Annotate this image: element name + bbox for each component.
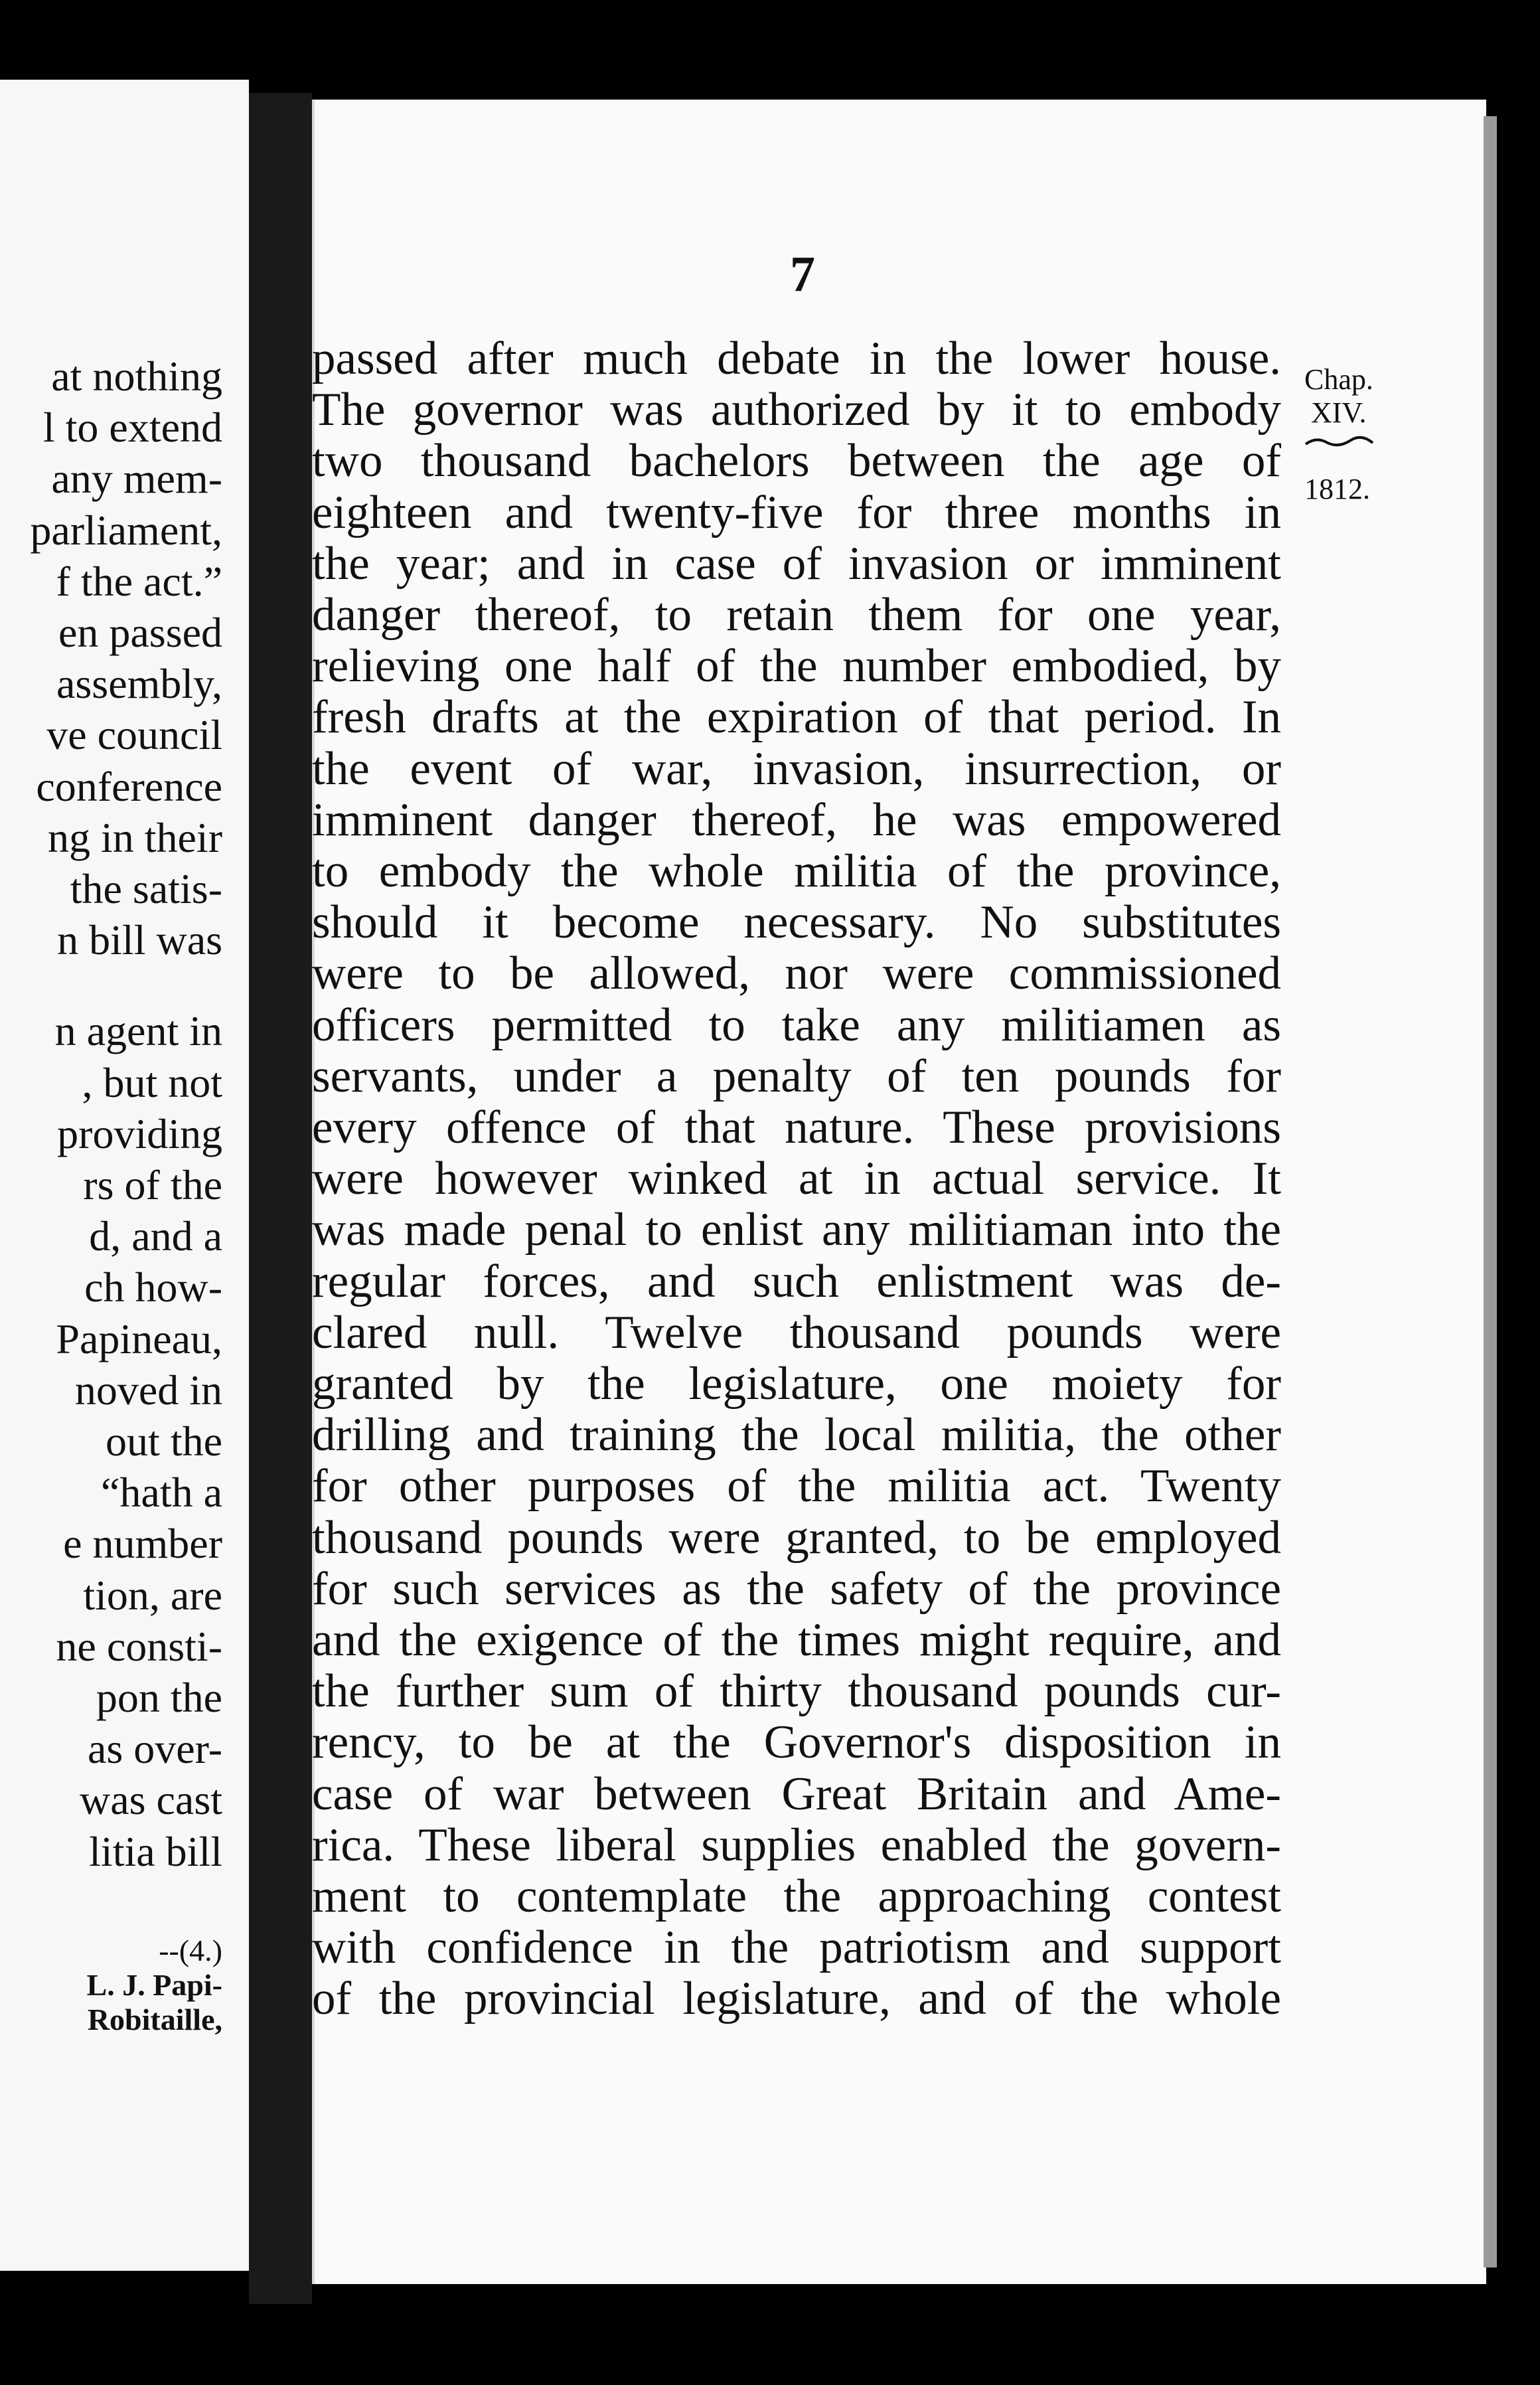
left-line: rs of the (83, 1161, 222, 1208)
left-line: any mem- (51, 455, 222, 503)
left-line: was cast (79, 1776, 222, 1824)
body-line: passed after much debate in the lower house. (312, 333, 1281, 384)
body-line: The governor was authorized by it to embody (312, 384, 1281, 436)
left-line: out the (106, 1418, 222, 1465)
left-line: “hath a (101, 1469, 222, 1517)
body-line: were however winked at in actual service. It (312, 1153, 1281, 1205)
body-line: drilling and training the local militia, the other (312, 1409, 1281, 1461)
left-line: at nothing (51, 353, 222, 400)
body-line: were to be allowed, nor were commissioned (312, 947, 1281, 1000)
left-line: ve council (46, 711, 222, 759)
body-line: danger thereof, to retain them for one year, (312, 589, 1281, 641)
book-gutter (249, 93, 312, 2304)
left-line: parliament, (30, 506, 222, 554)
page-number: 7 (790, 246, 815, 302)
left-line: e number (63, 1520, 222, 1568)
body-line: the event of war, invasion, insurrection, or (312, 742, 1281, 795)
margin-note-numeral: XIV. (1311, 396, 1367, 429)
left-line: ch how- (84, 1264, 222, 1311)
body-line: ment to contemplate the approaching contest (312, 1870, 1281, 1922)
left-line: litia bill (89, 1827, 222, 1875)
body-line: clared null. Twelve thousand pounds were (312, 1306, 1281, 1358)
margin-note-year: 1812. (1304, 473, 1370, 505)
body-line: the year; and in case of invasion or imminent (312, 537, 1281, 590)
body-line: to embody the whole militia of the province, (312, 845, 1281, 897)
left-line: n bill was (57, 916, 222, 964)
body-line: with confidence in the patriotism and support (312, 1922, 1281, 1974)
left-line: assembly, (56, 660, 222, 708)
left-line: noved in (74, 1366, 222, 1414)
body-line: two thousand bachelors between the age of (312, 435, 1281, 487)
body-line: imminent danger thereof, he was empowered (312, 793, 1281, 846)
body-line: servants, under a penalty of ten pounds for (312, 1050, 1281, 1102)
left-page (0, 80, 249, 2271)
left-line: d, and a (89, 1212, 222, 1260)
body-line: of the provincial legislature, and of the whole (312, 1973, 1281, 2025)
left-line: , but not (82, 1058, 222, 1106)
left-line: ng in their (47, 813, 222, 861)
left-line: conference (36, 762, 222, 810)
left-line: ne consti- (56, 1622, 222, 1670)
body-line: for such services as the safety of the province (312, 1562, 1281, 1615)
ornament-swash (1304, 435, 1374, 448)
left-line: n agent in (54, 1007, 222, 1055)
left-line: pon the (96, 1674, 222, 1721)
body-line: regular forces, and such enlistment was de- (312, 1255, 1281, 1307)
body-line: and the exigence of the times might require, and (312, 1614, 1281, 1666)
page-edge (1484, 116, 1497, 2267)
body-line: rency, to be at the Governor's disposition in (312, 1716, 1281, 1769)
left-line: f the act.” (56, 557, 222, 605)
body-line: should it become necessary. No substitutes (312, 896, 1281, 949)
body-line: fresh drafts at the expiration of that period. In (312, 691, 1281, 744)
body-line: officers permitted to take any militiamen as (312, 999, 1281, 1051)
body-line: for other purposes of the militia act. Twenty (312, 1460, 1281, 1513)
footnote-line: --(4.) (159, 1933, 222, 1967)
footnote-line: Robitaille, (87, 2003, 222, 2036)
body-line: was made penal to enlist any militiaman into the (312, 1204, 1281, 1256)
body-line: granted by the legislature, one moiety for (312, 1358, 1281, 1410)
margin-note-chapter: Chap. (1304, 363, 1373, 396)
body-line: case of war between Great Britain and Ame- (312, 1768, 1281, 1820)
body-line: rica. These liberal supplies enabled the govern- (312, 1819, 1281, 1871)
body-line: every offence of that nature. These provisions (312, 1102, 1281, 1153)
left-line: as over- (87, 1725, 222, 1773)
left-line: Papineau, (56, 1315, 222, 1362)
left-line: the satis- (70, 865, 222, 912)
footnote-line: L. J. Papi- (86, 1968, 222, 2002)
left-line: tion, are (83, 1571, 222, 1619)
body-line: relieving one half of the number embodied, by (312, 640, 1281, 693)
left-line: l to extend (42, 404, 222, 452)
body-line: the further sum of thirty thousand pounds cur- (312, 1665, 1281, 1718)
body-line: eighteen and twenty-five for three months in (312, 486, 1281, 538)
left-line: en passed (58, 609, 222, 656)
body-line: thousand pounds were granted, to be employed (312, 1511, 1281, 1564)
left-line: providing (57, 1110, 222, 1157)
